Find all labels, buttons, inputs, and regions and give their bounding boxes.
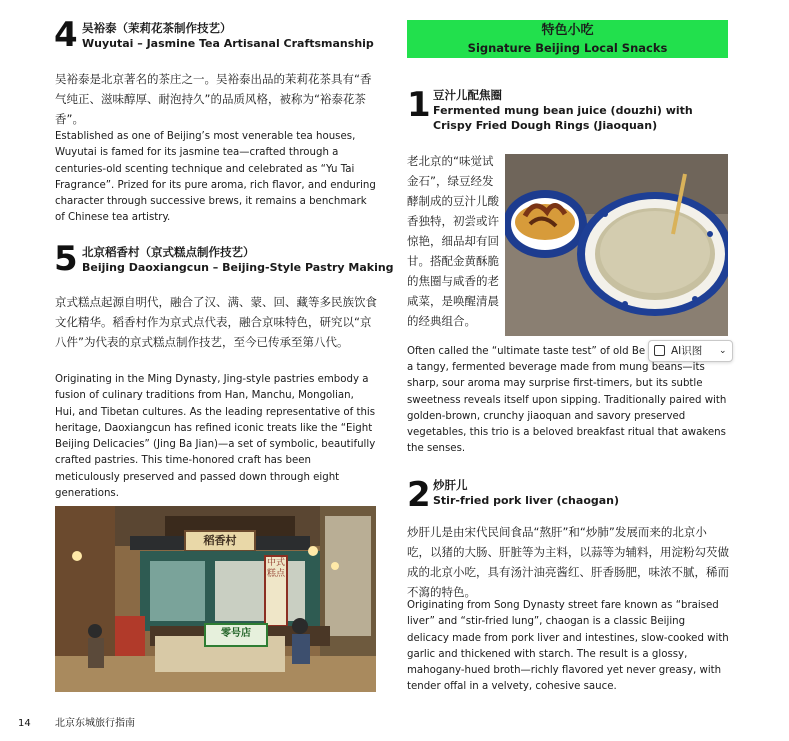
paragraph-en: Originating in the Ming Dynasty, Jing-style pastries embody a fusion of culinary traditions from Han, Manchu, Mongolian, Hui, and Tibetan cultures. As the leading representative of this heritage, Daoxiangcun has refined iconic treats like the “Eight Beijing Delicacies” (Jing Ba Jian)—a set of symbolic, beautifully crafted pastries. This time-honored craft has been meticulously preserved and passed down through eight generations.	[55, 374, 376, 500]
section-number-5: 5	[54, 239, 78, 279]
paragraph-zh: 吴裕泰是北京著名的茶庄之一。吴裕泰出品的茉莉花茶具有“香气纯正、滋味醇厚、耐泡持久”的品质风格，被称为“裕泰花茶香”。	[55, 72, 372, 126]
page-number: 14	[18, 718, 31, 729]
paragraph-en-start: Often called the “ultimate taste test” of old Be	[407, 346, 646, 357]
section-banner	[407, 20, 728, 58]
ai-image-recognition-label: AI识图	[671, 345, 703, 357]
section-title-en: Stir-fried pork liver (chaogan)	[433, 494, 620, 507]
section-number-1: 1	[407, 85, 431, 125]
paragraph-en: Originating from Song Dynasty street fare known as “braised liver” and “stir-fried lung”, chaogan is a classic Beijing delicacy made from pork liver and intestines, slow-cooked with garlic and thickened with starch. The result is a glossy, mahogany-hued broth—richly flavored yet never greasy, with tender offal in a velvety, cohesive sauce.	[407, 600, 729, 693]
paragraph-zh: 老北京的“味觉试金石”，绿豆经发酵制成的豆汁儿酸香独特，初尝或许惊艳，细品却有回甘。搭配金黄酥脆的焦圈与咸香的老咸菜，是唤醒清晨的经典组合。	[407, 154, 499, 328]
section-title-en: Beijing Daoxiangcun – Beijing-Style Pastry Making	[82, 261, 394, 274]
section-title-zh: 吴裕泰（茉莉花茶制作技艺）	[82, 21, 232, 35]
side-sign: 中式糕点	[266, 558, 285, 579]
section-title-zh: 北京稻香村（京式糕点制作技艺）	[82, 245, 255, 259]
section-number-4: 4	[54, 15, 78, 55]
section-title-zh: 炒肝儿	[433, 478, 468, 492]
paragraph-en: Established as one of Beijing’s most venerable tea houses, Wuyutai is famed for its jasmine tea—crafted through a centuries-old scenting technique and celebrated as “Yu Tai Fragrance”. Prized for its pure aroma, rich flavor, and enduring character through successive brews, it remains a benchmark of Chinese tea artistry.	[55, 131, 376, 224]
footer-title: 北京东城旅行指南	[55, 718, 135, 729]
section-title-en: Wuyutai – Jasmine Tea Artisanal Craftsmanship	[82, 37, 374, 50]
section-number-2: 2	[407, 475, 431, 515]
pastry-shop-photo	[55, 506, 376, 692]
section-title-en: Fermented mung bean juice (douzhi) with Crispy Fried Dough Rings (Jiaoquan)	[433, 104, 693, 132]
banner-title-en: Signature Beijing Local Snacks	[467, 41, 668, 55]
banner-title-zh: 特色小吃	[541, 23, 594, 38]
counter-sign: 零号店	[221, 628, 251, 639]
shop-sign: 稻香村	[203, 534, 237, 547]
paragraph-en: a tangy, fermented beverage made from mung beans—its sharp, sour aroma may surprise first-timers, but its subtle sweetness reveals itself upon sipping. Traditionally paired with golden-brown, crunchy jiaoquan and savory preserved vegetables, this trio is a beloved breakfast ritual that awakens the senses.	[407, 362, 727, 455]
ai-image-recognition-button[interactable]	[648, 340, 733, 362]
chevron-down-icon: ⌄	[719, 346, 727, 356]
scan-icon	[654, 345, 665, 356]
paragraph-zh: 京式糕点起源自明代，融合了汉、满、蒙、回、藏等多民族饮食文化精华。稻香村作为京式点代表，融合京味特色，研究以“京八件”为代表的京式糕点制作技艺，至今已传承至第八代。	[55, 295, 377, 349]
section-title-zh: 豆汁儿配焦圈	[433, 88, 502, 102]
douzhi-photo	[505, 154, 728, 336]
paragraph-zh: 炒肝儿是由宋代民间食品“熬肝”和“炒肺”发展而来的北京小吃，以猪的大肠、肝脏等为主料，以蒜等为辅料，用淀粉勾芡做成的北京小吃，具有汤汁油亮酱红、肝香肠肥，味浓不腻，稀而不瀉的特色。	[407, 525, 729, 599]
